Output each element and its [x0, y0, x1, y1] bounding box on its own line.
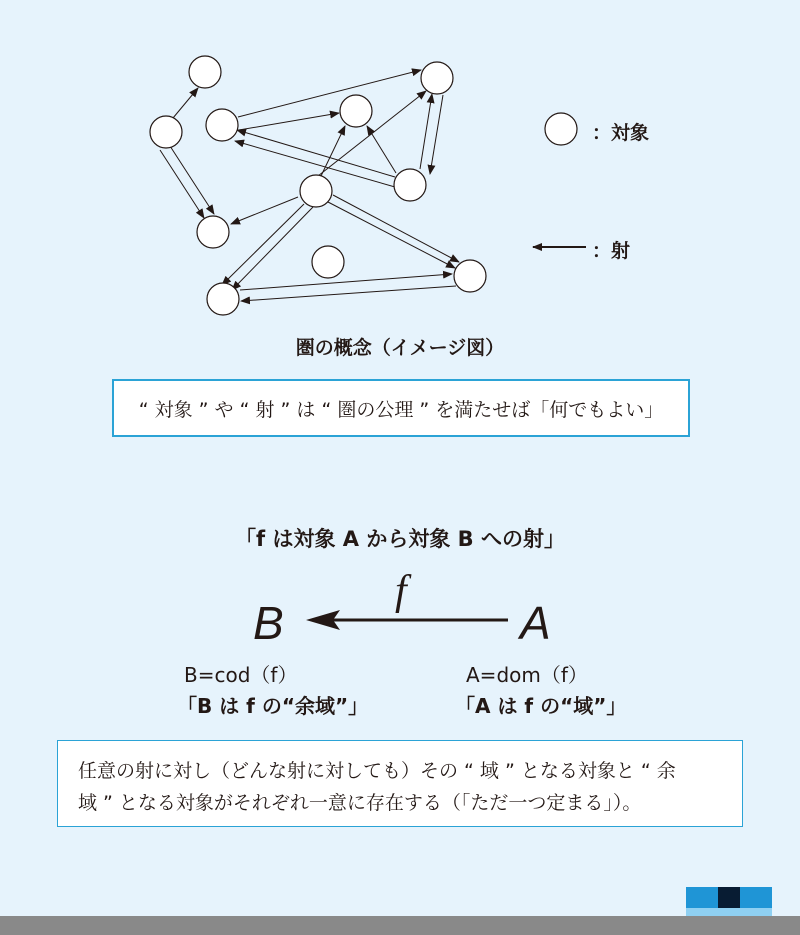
morphism-arrow: [328, 202, 455, 268]
codomain-object-b: B: [253, 597, 284, 649]
morphism-arrow: [222, 204, 304, 285]
morphism-arrow: [239, 113, 339, 130]
note-box-bottom: [57, 740, 743, 827]
note-text-top: “ 対象 ” や “ 射 ” は “ 圏の公理 ” を満たせば「何でもよい」: [138, 398, 664, 421]
morphism-label-f: f: [395, 568, 407, 614]
object-node: [454, 260, 486, 292]
object-node: [207, 283, 239, 315]
object-node: [312, 246, 344, 278]
morphism-headline: 「f は対象 A から対象 B への射」: [235, 527, 565, 551]
object-node: [300, 175, 332, 207]
morphism-arrow: [321, 126, 345, 176]
morphism-arrow: [333, 195, 459, 262]
morphism-arrow: [237, 130, 395, 177]
domain-description: 「A は f の“域”」: [455, 694, 627, 718]
legend-object-label: ：対象: [592, 122, 650, 144]
morphism-arrow: [430, 95, 443, 174]
codomain-formula: B=cod（f）: [184, 663, 298, 687]
morphism-arrow: [160, 150, 204, 218]
morphism-arrow: [238, 70, 421, 117]
domain-object-a: A: [520, 597, 551, 649]
morphism-arrow: [318, 91, 426, 176]
category-diagram: [0, 0, 800, 330]
note-text-line-1: 任意の射に対し（どんな射に対しても）その “ 域 ” となる対象と “ 余: [78, 760, 676, 782]
morphism-arrow: [240, 274, 452, 290]
morphism-arrow: [420, 94, 432, 169]
page-tab-marker-light: [686, 908, 772, 916]
object-node: [340, 95, 372, 127]
morphism-arrow: [173, 88, 198, 118]
morphism-arrow-f: [300, 605, 510, 635]
legend-object-node: [545, 113, 577, 145]
page-tab-marker-dark: [718, 887, 740, 908]
codomain-description: 「B は f の“余域”」: [177, 694, 369, 718]
morphism-arrow: [367, 126, 396, 173]
object-node: [197, 216, 229, 248]
morphism-arrow: [170, 146, 214, 214]
diagram-caption: 圏の概念（イメージ図）: [295, 337, 505, 359]
object-node: [394, 169, 426, 201]
object-node: [150, 116, 182, 148]
note-text-line-2: 域 ” となる対象がそれぞれ一意に存在する（「ただ一つ定まる」）。: [78, 792, 642, 814]
morphism-arrow: [241, 286, 456, 301]
legend-morphism-label: ：射: [592, 240, 631, 262]
object-node: [189, 56, 221, 88]
note-box-top: [112, 379, 690, 437]
domain-formula: A=dom（f）: [466, 663, 588, 687]
object-node: [206, 109, 238, 141]
morphism-arrow: [232, 207, 313, 290]
object-node: [421, 62, 453, 94]
bottom-bar: [0, 916, 800, 935]
